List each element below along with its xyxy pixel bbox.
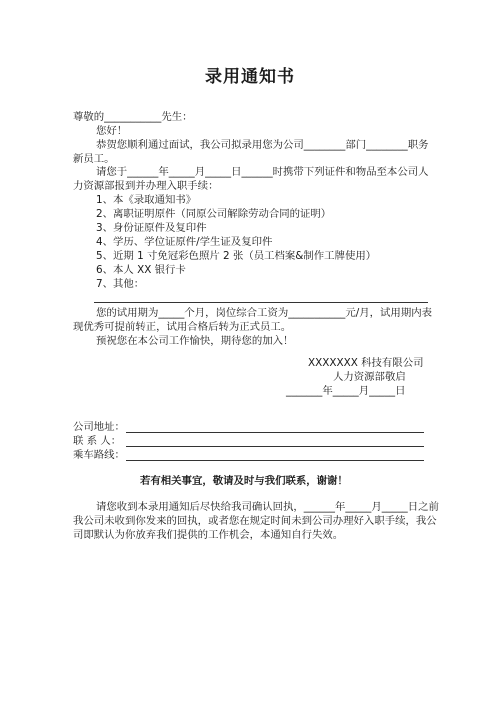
company-address-label: 公司地址： — [73, 421, 125, 433]
contact-person-line — [126, 446, 424, 447]
greeting: 您好！ — [96, 125, 128, 137]
reply-line-1: 请您收到本录用通知后尽快给我司确认回执，______年_____月_____日之前 — [96, 501, 439, 513]
hr-department-signature: 人力资源部敬启 — [333, 371, 406, 383]
contact-notice: 若有相关事宜，敬请及时与我们联系，谢谢！ — [140, 475, 348, 487]
reply-line-3: 司即默认为你放弃我们提供的工作机会，本通知自行失效。 — [73, 529, 344, 541]
requirement-item: 2、离职证明原件（同原公司解除劳动合同的证明） — [96, 208, 332, 220]
intro-line-1: 恭贺您顺利通过面试，我公司拟录用您为公司________部门________职务 — [96, 139, 429, 151]
document-title: 录用通知书 — [205, 67, 295, 87]
bus-route-label: 乘车路线： — [73, 449, 125, 461]
requirement-item: 7、其他： — [96, 278, 145, 290]
company-name: XXXXXXX 科技有限公司 — [308, 357, 424, 369]
reply-line-2: 我公司未收到你发来的回执，或者您在规定时间未到公司办理好入职手续，我公 — [73, 515, 437, 527]
report-line-2: 力资源部报到并办理入职手续： — [73, 180, 219, 192]
requirement-item: 6、本人 XX 银行卡 — [96, 264, 186, 276]
probation-line-1: 您的试用期为_____个月，岗位综合工资为___________元/月，试用期内表 — [96, 307, 432, 319]
welcome-wish: 预祝您在本公司工作愉快，期待您的加入！ — [96, 335, 294, 347]
intro-line-2: 新员工。 — [73, 153, 115, 165]
bus-route-line — [126, 460, 424, 461]
other-items-blank-line — [94, 302, 428, 303]
signature-date: _______年_____月_____日 — [286, 385, 406, 397]
contact-person-label: 联 系 人： — [73, 435, 122, 447]
requirement-item: 1、本《录取通知书》 — [96, 194, 197, 206]
requirement-item: 3、身份证原件及复印件 — [96, 222, 207, 234]
requirement-item: 5、近期 1 寸免冠彩色照片 2 张（员工档案&制作工牌使用） — [96, 250, 377, 262]
report-line-1: 请您于______年_____月_____日______时携带下列证件和物品至本公司人 — [96, 166, 429, 178]
company-address-line — [126, 432, 424, 433]
requirement-item: 4、学历、学位证原件/学生证及复印件 — [96, 236, 273, 248]
probation-line-2: 现优秀可提前转正，试用合格后转为正式员工。 — [73, 321, 292, 333]
salutation: 尊敬的___________先生： — [73, 111, 193, 123]
